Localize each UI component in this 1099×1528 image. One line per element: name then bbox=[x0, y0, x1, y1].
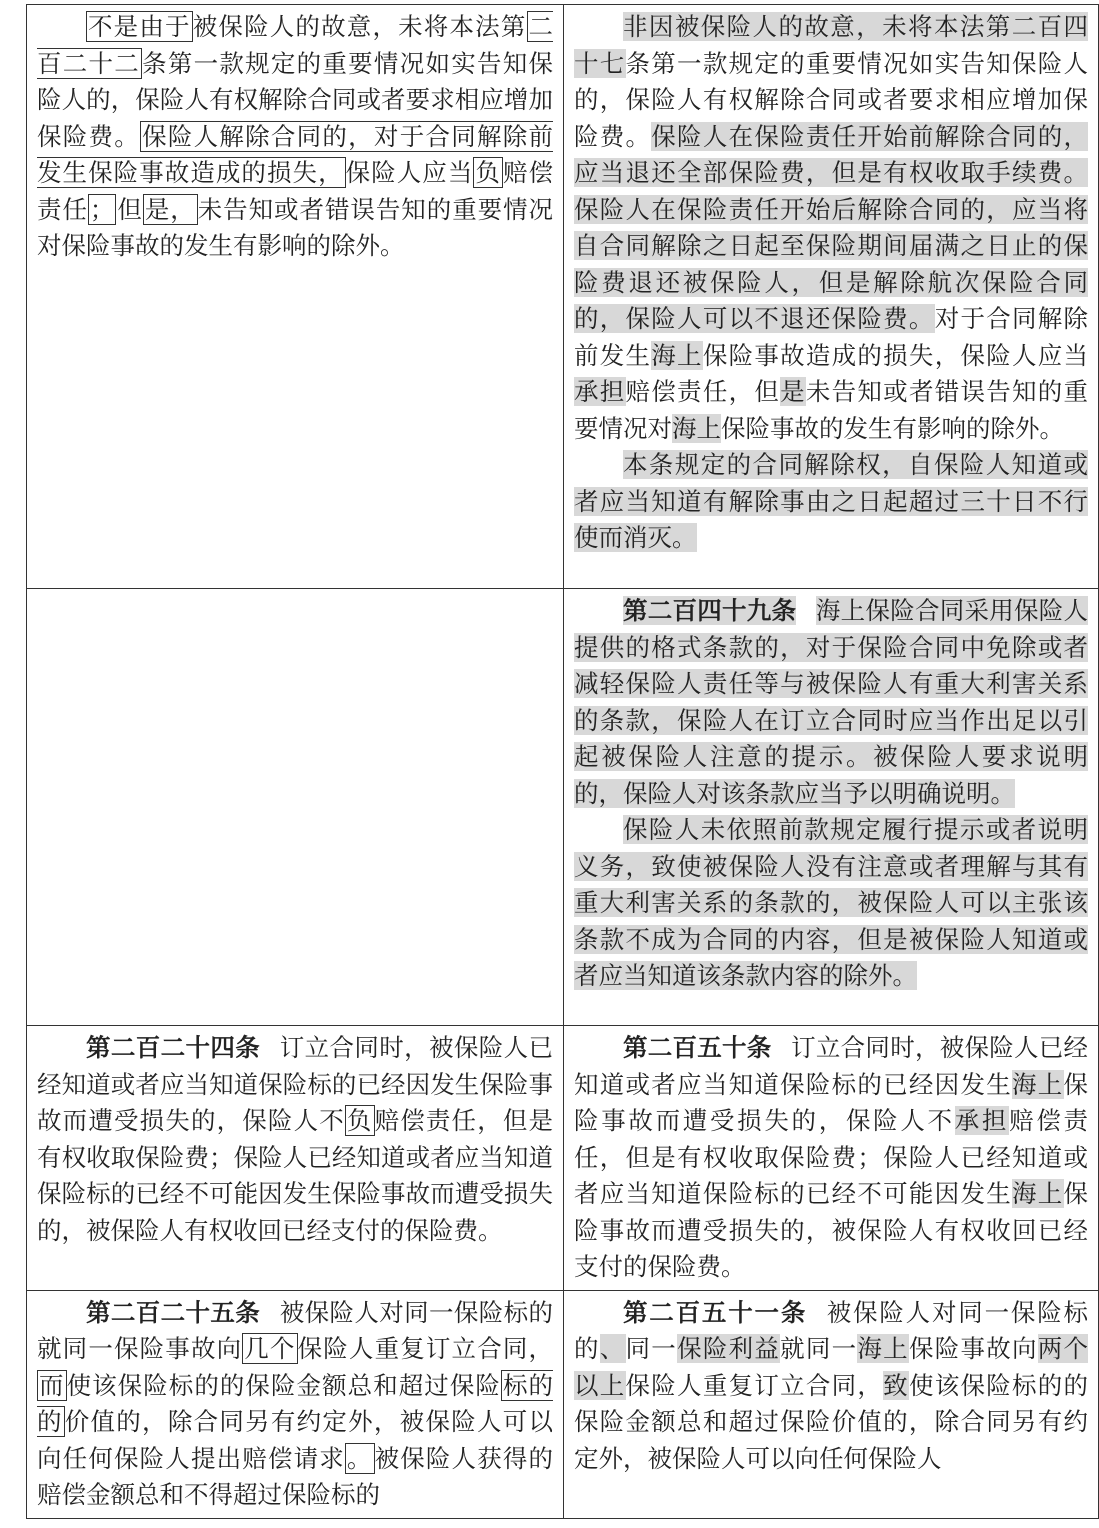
text-run: 价值的，除合同另有约定外，被保险人可以向任何保险人提出赔偿请求 bbox=[37, 1407, 554, 1473]
highlighted-text: 保险人未依照前款规定履行提示或者说明义务，致使被保险人没有注意或者理解与其有重大利害关系的条款的，被保险人可以主张该条款不成为合同的内容，但是被保险人知道或者应当知道该条款内容的除外。 bbox=[574, 815, 1088, 990]
article-number: 不是由于 bbox=[88, 12, 191, 41]
article-number: 第二百二十四条 bbox=[86, 1033, 261, 1062]
text-run: 赔偿责任，但是有权收取保险费；保险人已经知道或者应当知道保险标的已经不可能因发生 bbox=[574, 1106, 1089, 1208]
highlighted-text: 保险利益 bbox=[677, 1334, 781, 1363]
text-run: 被保险人对同一保险标的就同一保险事故向 bbox=[37, 1297, 554, 1363]
highlighted-text: 二百四十七 bbox=[574, 12, 1089, 78]
text-run: 使该保险标的的保险金额总和超过保险价值的，除合同另有约定外，被保险人可以向任何保险人 bbox=[574, 1370, 1089, 1473]
highlighted-text: 是 bbox=[780, 377, 806, 406]
text-run: 赔偿责任 bbox=[37, 158, 554, 224]
table-row bbox=[27, 589, 1099, 1026]
text-run: 赔偿责任，但 bbox=[625, 377, 781, 406]
text-run: 保险事故的发生有影响的除外。 bbox=[721, 413, 1064, 443]
text-run: 保险人重复订立合同， bbox=[625, 1370, 884, 1400]
text-run: 订立合同时，被保险人已经知道或者应当知道保险标的已经因发生 bbox=[574, 1033, 1089, 1099]
article-number: 第二百五十条 bbox=[623, 1033, 772, 1062]
article-paragraph bbox=[37, 9, 553, 265]
text-run: 赔偿责任，但是有权收取保险费；保险人已经知道或者应当知道保险标的已经不可能因发生保险事故而遭受损失的，被保险人有权收回已经支付的保险费。 bbox=[37, 1106, 554, 1245]
text-run: 对于合同解除前发生 bbox=[574, 304, 1089, 370]
highlighted-text: 海上 bbox=[672, 413, 721, 443]
old-article-cell bbox=[27, 1026, 564, 1291]
highlighted-text: 海上 bbox=[1011, 1179, 1064, 1208]
text-run: 使该保险标的的保险金额总和超过保险 bbox=[66, 1370, 501, 1400]
article-paragraph bbox=[574, 593, 1088, 812]
highlighted-text: 非因被保险人的故意，未将本法第 bbox=[623, 12, 1012, 41]
new-article-cell bbox=[564, 589, 1099, 1026]
table-row bbox=[27, 1026, 1099, 1291]
text-run: 保险事故向 bbox=[908, 1334, 1038, 1363]
article-number: 。 bbox=[346, 1443, 373, 1473]
article-number: 第二百二十五条 bbox=[86, 1297, 261, 1327]
article-paragraph bbox=[574, 1030, 1088, 1286]
text-run: 未告知或者错误告知的重要情况对 bbox=[574, 377, 1089, 443]
text-run: 条第一款规定的重要情况如实告知保险人的，保险人有权解除合同或者要求相应增加保险费。 bbox=[574, 48, 1089, 151]
new-article-cell bbox=[564, 5, 1099, 589]
text-run: 保险人应当 bbox=[345, 158, 474, 187]
old-article-cell bbox=[27, 589, 564, 1026]
text-run: 被保险人对同一保险标的 bbox=[574, 1297, 1089, 1363]
table-row bbox=[27, 5, 1099, 589]
comparison-table bbox=[26, 4, 1099, 1519]
article-paragraph bbox=[37, 1295, 553, 1514]
new-article-cell bbox=[564, 1026, 1099, 1291]
highlighted-text: 承担 bbox=[574, 377, 626, 406]
article-number: 负 bbox=[475, 158, 501, 187]
text-run: 保险事故而遭受损失的，被保险人有权收回已经支付的保险费。 bbox=[574, 1179, 1089, 1281]
highlighted-text: 海上 bbox=[857, 1334, 909, 1363]
highlighted-text: 海上保险合同采用保险人提供的格式条款的，对于保险合同中免除或者减轻保险人责任等与被保险人有重大利害关系的条款，保险人在订立合同时应当作出足以引起被保险人注意的提示。被保险人要求说明的，保险人对该条款应当予以明确说明。 bbox=[574, 596, 1089, 808]
article-number: ； bbox=[89, 194, 115, 224]
text-run: 订立合同时，被保险人已经知道或者应当知道保险标的已经因发生保险事故而遭受损失的，保险人不 bbox=[37, 1033, 554, 1135]
highlighted-text: 两个以上 bbox=[574, 1334, 1089, 1400]
highlighted-text: 保险人在保险责任开始前解除合同的，应当退还全部保险费，但是有权收取手续费。保险人在保险责任开始后解除合同的，应当将自合同解除之日起至保险期间届满之日止的保险费退还被保险人，但是解除航次保险合同的，保险人可以不退还保险费。 bbox=[574, 121, 1089, 333]
highlighted-text: 海上 bbox=[1011, 1069, 1064, 1099]
text-run: 保险人重复订立合同， bbox=[297, 1334, 554, 1363]
article-paragraph bbox=[37, 1030, 553, 1249]
text-run: 被保险人获得的赔偿金额总和不得超过保险标的 bbox=[37, 1443, 554, 1509]
text-run: 就同一 bbox=[780, 1334, 858, 1363]
text-run: 保险事故造成的损失，保险人应当 bbox=[702, 340, 1089, 370]
text-run: 保险事故而遭受损失的，保险人不 bbox=[574, 1069, 1089, 1135]
text-run: 条第一款规定的重要情况如实告知保险人的，保险人有权解除合同或者要求相应增加保险费。 bbox=[37, 48, 554, 151]
text-run: 但 bbox=[116, 194, 143, 224]
new-article-cell bbox=[564, 1290, 1099, 1518]
article-number: 保险人解除合同的，对于合同解除前发生保险事故造成的损失， bbox=[37, 121, 554, 187]
article-number: 几个 bbox=[244, 1334, 296, 1363]
article-number: 第二百四十九条 bbox=[623, 596, 797, 625]
article-number: 是， bbox=[144, 194, 196, 224]
highlighted-text: 、 bbox=[599, 1334, 626, 1363]
old-article-cell bbox=[27, 1290, 564, 1518]
highlighted-text: 本条规定的合同解除权，自保险人知道或者应当知道有解除事由之日起超过三十日不行使而消灭。 bbox=[574, 450, 1088, 552]
article-number: 而 bbox=[39, 1370, 65, 1400]
article-paragraph bbox=[574, 812, 1088, 995]
table-row bbox=[27, 1290, 1099, 1518]
article-paragraph bbox=[574, 447, 1088, 557]
article-number: 第二百五十一条 bbox=[623, 1297, 808, 1327]
old-article-cell bbox=[27, 5, 564, 589]
article-number: 负 bbox=[346, 1106, 373, 1135]
highlighted-text: 承担 bbox=[954, 1106, 1010, 1135]
article-paragraph bbox=[574, 1295, 1088, 1478]
article-number: 二百二十二 bbox=[37, 12, 554, 78]
text-run: 同一 bbox=[625, 1334, 678, 1363]
text-run: 被保险人的故意，未将本法第 bbox=[192, 12, 527, 41]
highlighted-text: 海上 bbox=[651, 340, 703, 370]
text-run: 未告知或者错误告知的重要情况对保险事故的发生有影响的除外。 bbox=[37, 194, 554, 260]
article-number: 标的的 bbox=[37, 1370, 554, 1436]
article-paragraph bbox=[574, 9, 1088, 447]
highlighted-text: 致 bbox=[883, 1370, 909, 1400]
